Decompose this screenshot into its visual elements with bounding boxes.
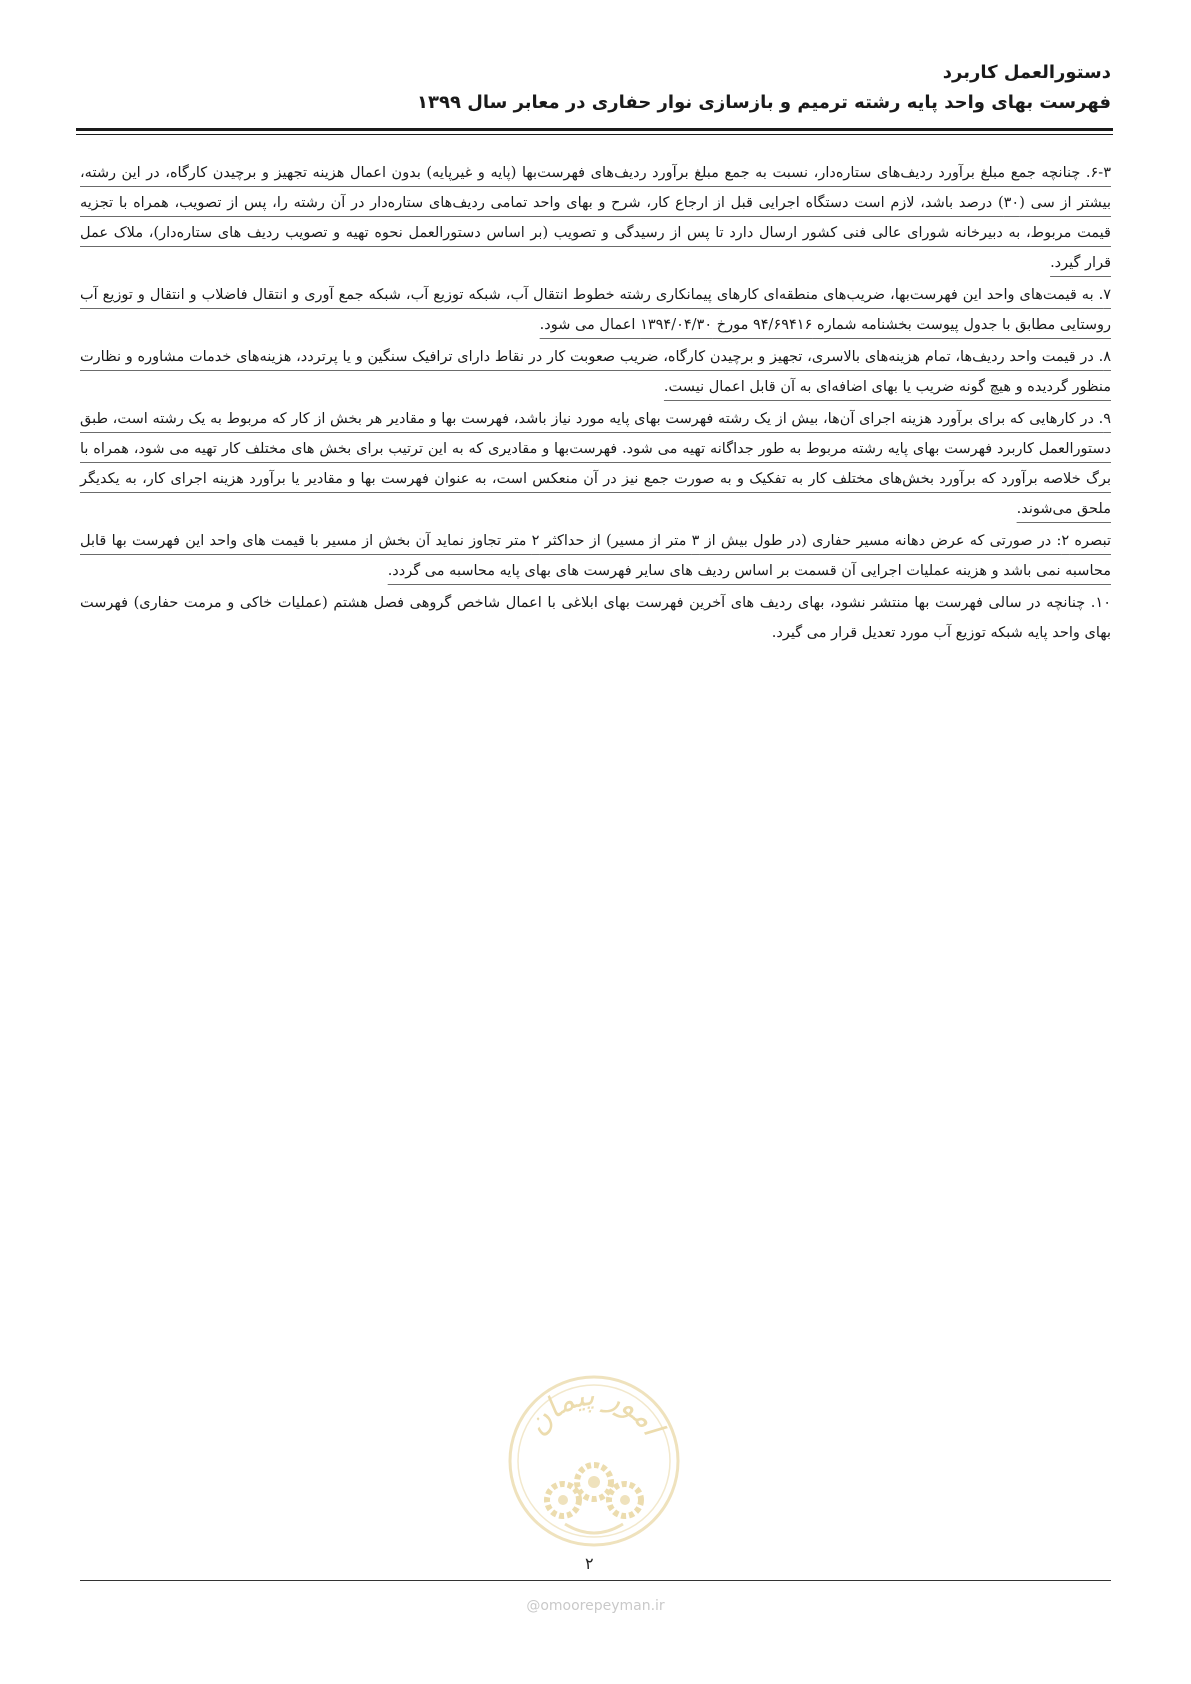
paragraph-text: ۹. در کارهایی که برای برآورد هزینه اجرای آن‌ها، بیش از یک رشته فهرست بهای پایه مورد نیاز باشد، فهرست بها و مقادیر هر بخش از کار که مربوط به یک رشته است، طبق دستورالعمل کاربرد فهرست بهای پایه رشته مربوط به طور جداگانه تهیه می شود. فهرست‌بها و مقادیری که به این ترتیب برای بخش های مختلف کار تهیه می شود، همراه با برگ خلاصه برآورد که برآورد بخش‌های مختلف کار به تفکیک و به صورت جمع نیز در آن منعکس است، به عنوان فهرست بها و مقادیر یا برآورد هزینه اجرای کار، به یکدیگر ملحق می‌شوند. [80, 411, 1111, 517]
footer-rule [80, 1580, 1111, 1581]
document-header [80, 58, 1111, 118]
paragraph-text: ۸. در قیمت واحد ردیف‌ها، تمام هزینه‌های بالاسری، تجهیز و برچیدن کارگاه، ضریب صعوبت کار در نقاط دارای ترافیک سنگین و یا پرتردد، هزینه‌های خدمات مشاوره و نظارت منظور گردیده و هیچ گونه ضریب یا بهای اضافه‌ای به آن قابل اعمال نیست. [80, 349, 1111, 395]
paragraph-text: ۷. به قیمت‌های واحد این فهرست‌بها، ضریب‌های منطقه‌ای کارهای پیمانکاری رشته خطوط انتقال آب، شبکه توزیع آب، شبکه جمع آوری و انتقال فاضلاب و انتقال و توزیع آب روستایی مطابق با جدول پیوست بخشنامه شماره ۹۴/۶۹۴۱۶ مورخ ۱۳۹۴/۰۴/۳۰ اعمال می شود. [80, 287, 1111, 333]
paragraph-note-2 [80, 526, 1111, 586]
paragraph-6-3 [80, 158, 1111, 278]
footer-website: @omoorepeyman.ir [526, 1598, 665, 1614]
paragraph-7 [80, 280, 1111, 340]
logo-lettering: امور پیمان [519, 1377, 670, 1442]
page-number: ۲ [585, 1554, 594, 1573]
document-body [80, 158, 1111, 650]
header-title-line1: دستورالعمل کاربرد [942, 62, 1111, 83]
header-rule-thick [76, 128, 1113, 131]
paragraph-text: تبصره ۲: در صورتی که عرض دهانه مسیر حفاری (در طول بیش از ۳ متر از مسیر) از حداکثر ۲ متر تجاوز نماید آن بخش از مسیر با قیمت های واحد این فهرست بها قابل محاسبه نمی باشد و هزینه عملیات اجرایی آن قسمت بر اساس ردیف های سایر فهرست های بهای پایه محاسبه می گردد. [80, 533, 1111, 579]
header-rule-thin [76, 134, 1113, 135]
paragraph-8 [80, 342, 1111, 402]
header-title-line2: فهرست بهای واحد پایه رشته ترمیم و بازسازی نوار حفاری در معابر سال ۱۳۹۹ [417, 92, 1111, 113]
paragraph-10 [80, 588, 1111, 648]
paragraph-9 [80, 404, 1111, 524]
watermark-logo [505, 1372, 683, 1550]
paragraph-text: ۱۰. چنانچه در سالی فهرست بها منتشر نشود، بهای ردیف های آخرین فهرست بهای ابلاغی با اعمال شاخص گروهی فصل هشتم (عملیات خاکی و مرمت حفاری) فهرست بهای واحد پایه شبکه توزیع آب مورد تعدیل قرار می گیرد. [80, 595, 1111, 641]
paragraph-text: ۶-۳. چنانچه جمع مبلغ برآورد ردیف‌های ستاره‌دار، نسبت به جمع مبلغ برآورد ردیف‌های فهرست‌بها (پایه و غیرپایه) بدون اعمال هزینه تجهیز و برچیدن کارگاه، در این رشته، بیشتر از سی (۳۰) درصد باشد، لازم است دستگاه اجرایی قبل از ارجاع کار، شرح و بهای واحد تمامی ردیف‌های ستاره‌دار در آن رشته را، پس از تصویب، همراه با تجزیه قیمت مربوط، به دبیرخانه شورای عالی فنی کشور ارسال دارد تا پس از رسیدگی و تصویب (بر اساس دستورالعمل نحوه تهیه و تصویب ردیف های ستاره‌دار)، ملاک عمل قرار گیرد. [80, 165, 1111, 271]
